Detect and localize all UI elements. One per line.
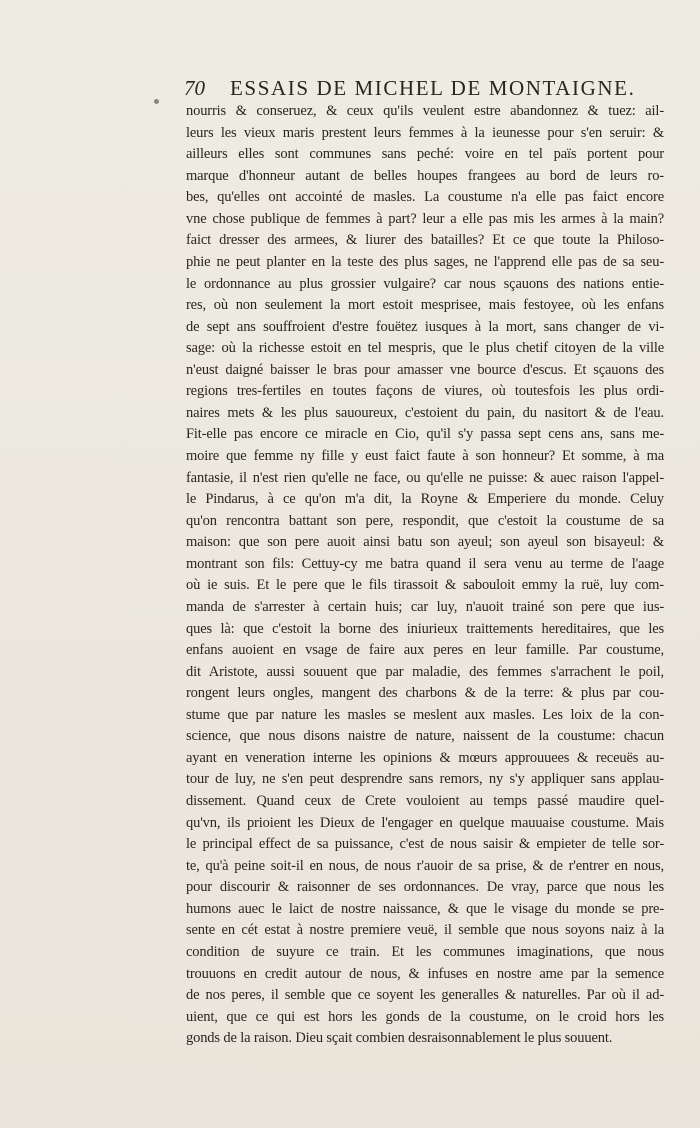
page-number: 70 [184,76,205,100]
text-line: tour de luy, ne s'en peut desprendre sans remors, ny s'y appliquer sans applau- [186,771,664,788]
text-line: ayant en veneration interne les opinions & mœurs approuuees & receuës au- [186,749,664,766]
text-line: le principal effect de sa puissance, c'est de nous saisir & empieter de telle sor- [186,836,664,853]
text-line: rongent leurs ongles, mangent des charbons & de la terre: & plus par cou- [186,685,664,702]
text-line: enfans auoient en vsage de faire aux peres en leur famille. Par coustume, [186,642,664,659]
text-line: fantasie, il n'est rien qu'elle ne face, ou qu'elle ne puisse: & auec raison l'appel- [186,469,664,486]
text-line: bes, qu'elles ont accointé de masles. La coustume n'a elle pas faict encore [186,189,664,206]
text-line: ailleurs elles sont communes sans peché: voire en tel païs portent pour [186,146,664,163]
text-line: humons auec le laict de nostre naissance, & que le visage du monde se pre- [186,900,664,917]
text-line: le Pindarus, à ce qu'on m'a dit, la Royne & Emperiere du monde. Celuy [186,491,664,508]
text-line: gonds de la raison. Dieu sçait combien desraisonnablement le plus souuent. [186,1030,613,1047]
text-line: montrant son fils: Cettuy-cy me batra quand il sera venu au terme de l'aage [186,555,664,572]
body-text [186,101,664,1050]
text-line: res, où non seulement la mort estoit mesprisee, mais festoyee, où les enfans [186,297,664,314]
text-line: sente en cét estat à nostre premiere veuë, il semble que nous soyons naiz à la [186,922,664,939]
text-line: stume que par nature les masles se meslent aux masles. Les loix de la con- [186,706,664,723]
text-line: te, qu'à peine soit-il en nous, de nous r'auoir de sa prise, & de r'entrer en nous, [186,857,664,874]
text-line: qu'on rencontra battant son pere, respondit, que c'estoit la coustume de sa [186,512,664,529]
text-line: pour discourir & raisonner de ses ordonnances. De vray, parce que nous les [186,879,664,896]
text-line: faict dresser des armees, & liurer des batailles? Et ce que toute la Philoso- [186,232,664,249]
text-line: où ie suis. Et le pere que le fils tirassoit & sabouloit emmy la ruë, luy com- [186,577,664,594]
text-line: maison: que son pere auoit ainsi batu son ayeul; son ayeul son bisayeul: & [186,534,664,551]
text-line: naires mets & les plus sauoureux, c'estoient du pain, du nasitort & de l'eau. [186,404,664,421]
text-line: trouuons en credit autour de nous, & infuses en nostre ame par la semence [186,965,664,982]
text-line: phie ne peut planter en la teste des plus sages, ne l'apprend elle pas de sa seu- [186,253,664,270]
running-title: ESSAIS DE MICHEL DE MONTAIGNE. [230,76,636,100]
text-line: n'eust daigné baisser le bras pour amasser vne bource d'escus. Et sçauons des [186,361,664,378]
text-line: marque d'honneur autant de belles houpes frangees au bord de leurs ro- [186,167,664,184]
text-line: manda de s'arrester à certain huis; car luy, n'auoit trainé son pere que ius- [186,598,664,615]
margin-mark [154,99,159,104]
text-line: le ordonnance au plus grossier vulgaire? car nous sçauons des nations entie- [186,275,664,292]
text-line: nourris & conseruez, & ceux qu'ils veulent estre abandonnez & tuez: ail- [186,103,664,119]
text-line: ques là: que c'estoit la borne des iniurieux traittements hereditaires, que les [186,620,664,637]
text-line: de nos peres, il semble que ce soyent les generalles & naturelles. Par où il ad- [186,987,664,1004]
text-line: condition de suyure ce train. Et les communes imaginations, que nous [186,943,664,960]
text-line: de sept ans souffroient d'estre fouëtez iusques à la mort, sans changer de vi- [186,318,664,335]
text-line: uient, que ce qui est hors les gonds de la coustume, on le croid hors les [186,1008,664,1025]
text-line: leurs les vieux maris prestent leurs femmes à la ieunesse pour s'en seruir: & [186,124,664,141]
text-line: vne chose publique de femmes à part? leur a elle pas mis les armes à la main? [186,210,664,227]
text-line: sage: où la richesse estoit en tel mespris, que le plus chetif citoyen de la ville [186,340,664,357]
text-line: moire que femme ny fille y eust faict faute à son honneur? Et somme, à ma [186,448,664,464]
text-line: science, que nous disons naistre de nature, naissent de la coustume: chacun [186,728,664,745]
text-line: dissement. Quand ceux de Crete vouloient au temps passé maudire quel- [186,793,664,809]
text-line: Fit-elle pas encore ce miracle en Cio, qu'il s'y passa sept cens ans, sans me- [186,426,664,443]
text-line: qu'vn, ils prioient les Dieux de l'engager en quelque mauuaise coustume. Mais [186,814,664,831]
text-line: dit Aristote, aussi souuent que par maladie, des femmes s'arrachent le poil, [186,663,664,680]
text-line: regions tres-fertiles en toutes façons de viures, où toutesfois les plus ordi- [186,383,664,400]
page-header [184,74,636,104]
